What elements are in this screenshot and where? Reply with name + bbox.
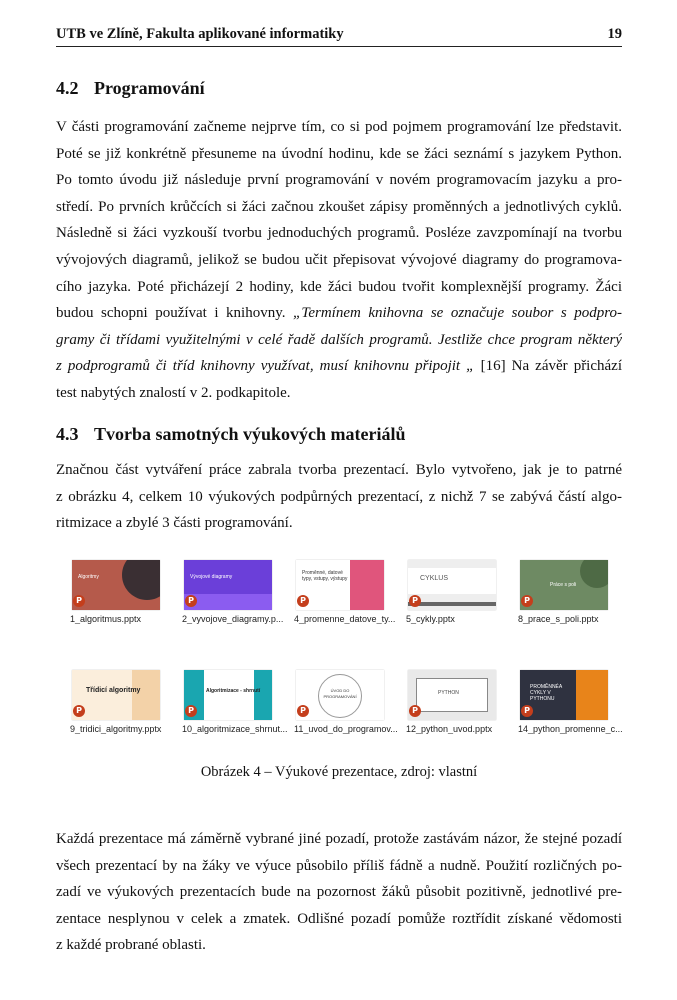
text-line: Následně si žáci vyzkouší tvorbu jednoduchých programů. Posléze zavzpomínají na tvorbu (56, 225, 622, 242)
slide-thumbnail: Vývojové diagramy (184, 560, 272, 610)
text-line: z každé probrané oblasti. (56, 937, 206, 954)
slide-thumbnail: ÚVOD DO PROGRAMOVÁNÍ (296, 670, 384, 720)
file-item[interactable] (182, 560, 290, 648)
text-line: cího jazyka. Poté přicházejí 2 hodiny, kde žáci budou tvořit komplexnější programy. Žáci (56, 278, 622, 295)
text-line: vývojových diagramů, jelikož se budou učit přepisovat vývojové diagramy do programova- (56, 251, 622, 268)
powerpoint-file-icon: P (409, 705, 421, 717)
powerpoint-file-icon: P (185, 705, 197, 717)
file-name: 9_tridici_algoritmy.pptx (70, 724, 162, 734)
quote-text: „Termínem knihovna se označuje soubor s podpro- (293, 305, 622, 322)
powerpoint-file-icon: P (73, 595, 85, 607)
slide-thumbnail: Práce s poli (520, 560, 608, 610)
powerpoint-file-icon: P (521, 705, 533, 717)
text-line: zadí ve výukových prezentacích bude na pozornost žáků působit pozitivně, jednotlivé pre- (56, 884, 622, 901)
text-normal: budou schopni používat i knihovny. (56, 305, 294, 322)
file-name: 14_python_promenne_c... (518, 724, 623, 734)
text-line: všech prezentací by na žáky ve výuce působilo příliš fádně a nudně. Použití rozličných po- (56, 857, 622, 874)
text-line: Po tomto úvodu již následuje první programování v novém programovacím jazyku a pro- (56, 172, 622, 189)
section-number: 4.3 (56, 424, 79, 444)
powerpoint-file-icon: P (409, 595, 421, 607)
text-line: ritmizace a zbylé 3 části programování. (56, 515, 293, 532)
text-line (56, 353, 622, 380)
section-heading-4-2 (56, 78, 205, 99)
paragraph-programovani (56, 114, 622, 407)
text-line: V části programování začneme nejprve tím, co si pod pojmem programování lze představit. (56, 119, 622, 135)
thumbnail-row (70, 670, 623, 758)
text-line: Poté se již konkrétně přesuneme na úvodní hodinu, kde se žáci seznámí s jazykem Python. (56, 145, 622, 162)
slide-thumbnail: Algoritmy (72, 560, 160, 610)
quote-text: z podprogramů či tříd knihovny využívat, musí knihovnu připojit „ (56, 358, 475, 375)
section-title: Programování (94, 78, 205, 98)
file-name: 4_promenne_datove_ty... (294, 614, 396, 624)
file-item[interactable] (294, 670, 402, 758)
file-item[interactable] (70, 560, 178, 648)
slide-thumbnail: Proměnné, datové typy, vstupy, výstupy (296, 560, 384, 610)
section-heading-4-3 (56, 424, 406, 445)
text-line: z obrázku 4, celkem 10 výukových podpůrných prezentací, z nichž 7 se zabývá částí algo- (56, 488, 622, 505)
thumbnail-row (70, 560, 618, 648)
section-title: Tvorba samotných výukových materiálů (94, 424, 406, 444)
file-item[interactable] (406, 560, 514, 648)
powerpoint-file-icon: P (521, 595, 533, 607)
powerpoint-file-icon: P (73, 705, 85, 717)
file-name: 5_cykly.pptx (406, 614, 455, 624)
text-line: zentace nesplynou v celek a zmatek. Odlišné pozadí pomůže roztřídit získané vědomosti (56, 910, 622, 927)
file-item[interactable] (518, 670, 626, 758)
slide-thumbnail: CYKLUS (408, 560, 496, 610)
slide-thumbnail: Třídicí algoritmy (72, 670, 160, 720)
slide-thumbnail: PROMĚNNÉA CYKLY V PYTHONU (520, 670, 608, 720)
page-header (56, 26, 622, 47)
text-normal: [16] Na závěr přichází (474, 358, 622, 375)
file-name: 1_algoritmus.pptx (70, 614, 142, 624)
quote-text: gramy či třídami využitelnými v celé řadě dalších programů. Jestliže chce program některý (56, 331, 622, 348)
section-number: 4.2 (56, 78, 79, 98)
file-item[interactable] (182, 670, 290, 758)
paragraph-tvorba (56, 457, 622, 537)
header-title: UTB ve Zlíně, Fakulta aplikované informatiky (56, 26, 344, 42)
text-line (56, 327, 622, 354)
file-item[interactable] (70, 670, 178, 758)
paragraph-pozadi (56, 826, 622, 959)
powerpoint-file-icon: P (185, 595, 197, 607)
slide-thumbnail: PYTHON (408, 670, 496, 720)
figure-caption: Obrázek 4 – Výukové prezentace, zdroj: vlastní (200, 764, 478, 780)
file-name: 11_uvod_do_programov... (294, 724, 398, 734)
text-line (56, 300, 622, 327)
file-name: 2_vyvojove_diagramy.p... (182, 614, 284, 624)
powerpoint-file-icon: P (297, 705, 309, 717)
file-item[interactable] (294, 560, 402, 648)
powerpoint-file-icon: P (297, 595, 309, 607)
slide-thumbnail: Algoritmizace - shrnutí (184, 670, 272, 720)
text-line: středí. Po prvních krůčcích si žáci začnou zkoušet zápisy proměnných a jednotlivých cyklů. (56, 198, 622, 215)
file-name: 12_python_uvod.pptx (406, 724, 493, 734)
text-line: test nabytých znalostí v 2. podkapitole. (56, 384, 291, 401)
file-name: 8_prace_s_poli.pptx (518, 614, 599, 624)
page-number: 19 (607, 26, 622, 42)
text-line: Značnou část vytváření práce zabrala tvorba prezentací. Bylo vytvořeno, jak je to patrné (56, 462, 622, 478)
file-item[interactable] (406, 670, 514, 758)
file-item[interactable] (518, 560, 626, 648)
file-name: 10_algoritmizace_shrnut... (182, 724, 288, 734)
text-line: Každá prezentace má záměrně vybrané jiné pozadí, protože zastávám názor, že stejné pozadí (56, 831, 622, 847)
